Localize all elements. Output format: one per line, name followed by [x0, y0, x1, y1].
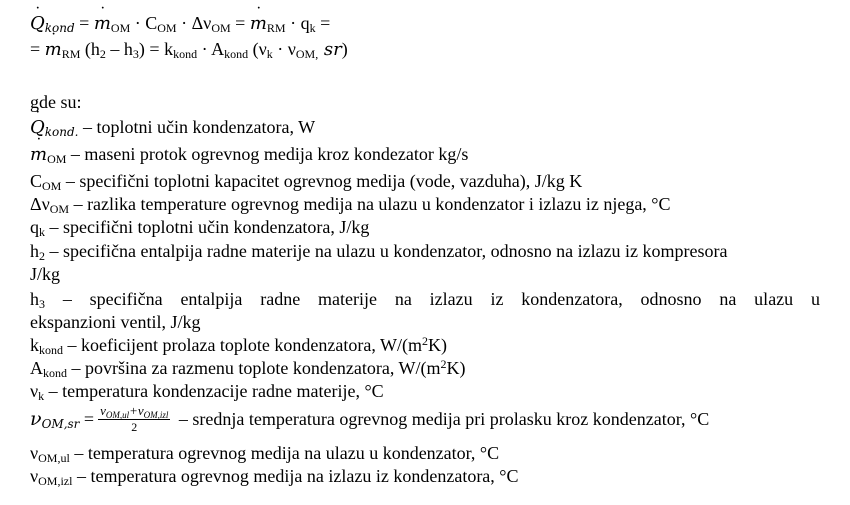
def-h3-cont: ekspanzioni ventil, J/kg — [30, 312, 201, 332]
average-fraction — [98, 404, 170, 434]
om-izl-subscript: OM,izl — [38, 474, 73, 488]
def-nu-k — [30, 380, 384, 402]
q-subscript: kond. — [44, 125, 79, 139]
h3-subscript: 3 — [39, 297, 45, 311]
m-symbol: ˙ m — [45, 39, 62, 61]
formula-line-1 — [30, 12, 330, 35]
plus-nu: +ν — [129, 403, 144, 418]
def-k-kond — [30, 334, 447, 356]
def-a-kond — [30, 357, 466, 379]
definition-text: – toplotni učin kondenzatora, W — [78, 117, 316, 137]
nu-k-term: (ν — [248, 39, 267, 59]
c-term: · C — [130, 13, 158, 33]
m-symbol: ˙ m — [94, 13, 111, 35]
om-subscript: OM — [211, 21, 231, 35]
q-symbol: ˙ Q — [30, 13, 45, 35]
k-subscript: k — [38, 389, 45, 403]
h2-subscript: 2 — [39, 249, 45, 263]
h3-subscript: 3 — [132, 47, 139, 61]
om-ul-subscript: OM,ul — [38, 451, 70, 465]
rm-subscript: RM — [61, 47, 81, 61]
def-nu-om-sr — [30, 403, 710, 436]
k-subscript: k — [39, 225, 45, 239]
m-symbol: ˙ m — [30, 144, 47, 166]
def-delta-nu-om — [30, 193, 671, 215]
unit-end: K) — [428, 335, 448, 355]
q-symbol: ˙ Q — [30, 117, 45, 139]
a-term: · A — [197, 39, 225, 59]
a-symbol: A — [30, 358, 43, 378]
om-izl-subscript: OM,izl — [143, 410, 169, 420]
formula-line-2 — [30, 38, 348, 61]
kond-subscript: kond — [224, 47, 249, 61]
definition-text: – temperatura ogrevnog medija na ulazu u kondenzator, °C — [69, 443, 500, 463]
delta-nu-term: · Δν — [176, 13, 212, 33]
unit-end: K) — [446, 358, 466, 378]
fraction-numerator — [98, 404, 170, 420]
close-paren: ) — [341, 39, 348, 59]
equals: = — [74, 13, 94, 33]
definition-text: – koeficijent prolaza toplote kondenzatora, W/(m — [63, 335, 423, 355]
fraction-denominator: 2 — [131, 420, 138, 434]
definition-text: – srednja temperatura ogrevnog medija pri prolasku kroz kondenzator, °C — [174, 409, 710, 430]
rm-subscript: RM — [266, 21, 286, 35]
definition-text: – specifični toplotni učin kondenzatora, J/kg — [45, 217, 370, 237]
definition-text: – temperatura kondenzacije radne materije, °C — [44, 381, 384, 401]
h2-subscript: 2 — [99, 47, 106, 61]
q-subscript: kond — [44, 21, 75, 35]
definition-text: – temperatura ogrevnog medija na izlazu iz kondenzatora, °C — [72, 466, 519, 486]
def-h2-cont: J/kg — [30, 264, 61, 284]
om-subscript: OM — [49, 202, 70, 216]
gde-su-label: gde su: — [30, 92, 82, 112]
equals: = — [230, 13, 250, 33]
nu-symbol: ν — [30, 408, 42, 431]
kond-subscript: kond — [43, 366, 67, 380]
nu-symbol: ν — [100, 403, 106, 418]
k-term: ) = k — [138, 39, 174, 59]
definition-text: – maseni protok ogrevnog medija kroz kondezator kg/s — [66, 144, 469, 164]
k-symbol: k — [30, 335, 39, 355]
squared-superscript: 2 — [440, 357, 447, 371]
delta-nu-symbol: Δν — [30, 194, 50, 214]
definition-text: – specifična entalpija radne materije na ulazu u kondenzator, odnosno na izlazu iz kompresora — [45, 241, 728, 261]
om-subscript: OM — [157, 21, 177, 35]
om-subscript: OM — [110, 21, 131, 35]
om-ul-subscript: OM,ul — [105, 410, 130, 420]
def-qk — [30, 216, 369, 238]
definition-text: – specifični toplotni kapacitet ogrevnog medija (vode, vazduha), J/kg K — [61, 171, 583, 191]
def-h3 — [30, 288, 820, 310]
sr-italic: sr — [318, 39, 342, 60]
om-sr-subscript: OM,sr — [41, 417, 80, 432]
def-nu-om-ul — [30, 442, 499, 464]
def-q-kond — [30, 116, 315, 139]
om-subscript: OM — [42, 179, 62, 193]
nu-symbol: ν — [30, 381, 39, 401]
q-symbol: q — [30, 217, 39, 237]
def-h2 — [30, 240, 728, 262]
om-sr-subscript: OM, — [295, 47, 319, 61]
c-symbol: C — [30, 171, 43, 191]
def-nu-om-izl — [30, 465, 519, 487]
h-term: (h — [80, 39, 100, 59]
equals: = — [315, 13, 331, 33]
h-symbol: h — [30, 241, 39, 261]
definition-text: – razlika temperature ogrevnog medija na ulazu u kondenzator i izlazu iz njega, °C — [69, 194, 671, 214]
k-subscript: k — [266, 47, 273, 61]
equals: = — [30, 39, 45, 59]
definition-text: – specifična entalpija radne materije na izlazu iz kondenzatora, odnosno na ulazu u — [45, 289, 820, 309]
om-subscript: OM — [47, 152, 67, 166]
squared-superscript: 2 — [422, 334, 429, 348]
nu-symbol: ν — [30, 443, 39, 463]
def-m-om — [30, 143, 468, 166]
h-symbol: h — [30, 289, 39, 309]
qk-term: · q — [285, 13, 310, 33]
k-subscript: k — [309, 21, 316, 35]
definition-text: – površina za razmenu toplote kondenzatora, W/(m — [67, 358, 441, 378]
h3-term: – h — [105, 39, 133, 59]
kond-subscript: kond — [39, 343, 63, 357]
nu-symbol: ν — [30, 466, 39, 486]
equals: = — [79, 409, 95, 430]
def-c-om — [30, 170, 582, 192]
kond-subscript: kond — [173, 47, 198, 61]
nu-om-term: · ν — [272, 39, 296, 59]
m-symbol: ˙ m — [250, 13, 267, 35]
